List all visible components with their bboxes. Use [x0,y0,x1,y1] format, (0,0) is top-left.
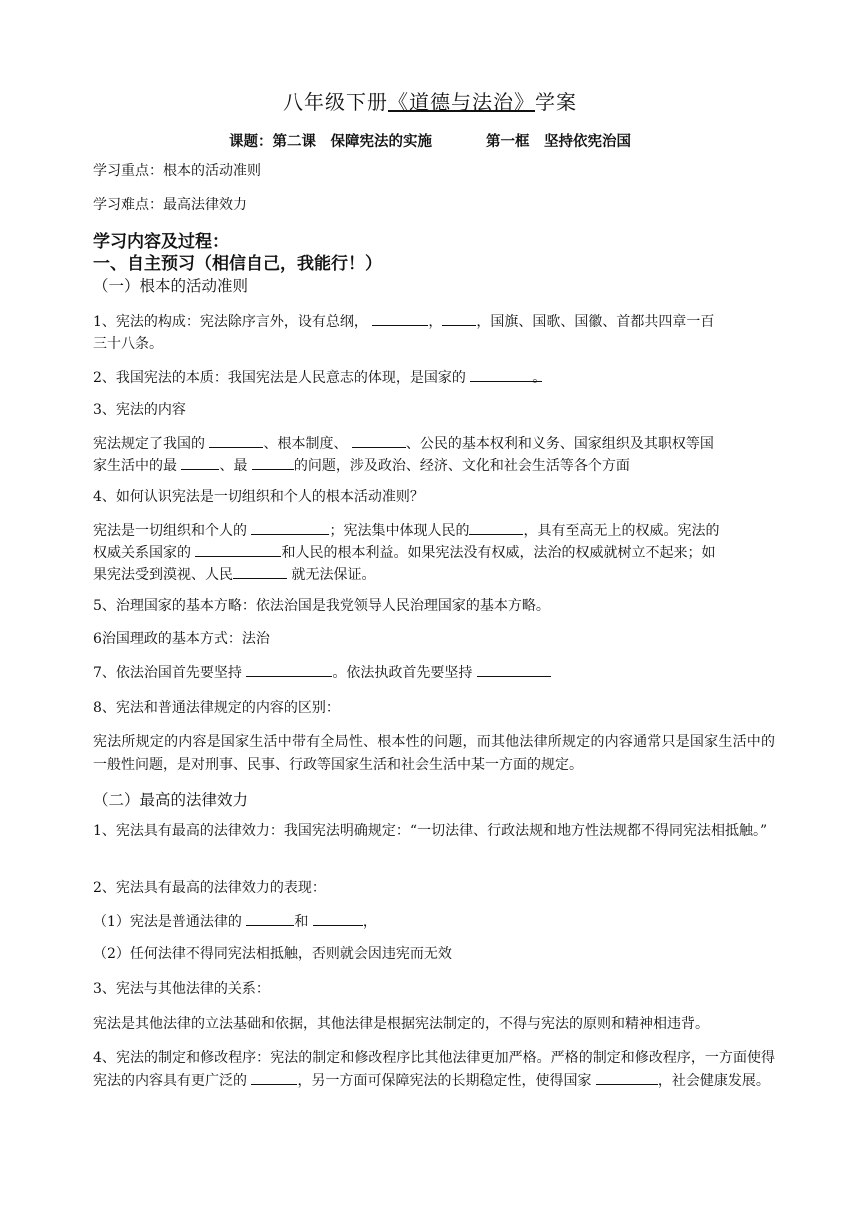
part2-q3: 3、宪法与其他法律的关系： [93,981,270,997]
fill-blank[interactable] [252,455,294,470]
part1-q8-body: 宪法所规定的内容是国家生活中带有全局性、根本性的问题，而其他法律所规定的内容通常只是国家生活中的一般性问题，是对刑事、民事、行政等国家生活和社会生活中某一方面的规定。 [93,734,775,773]
fill-blank[interactable] [246,911,294,926]
part2-q4: 4、宪法的制定和修改程序：宪法的制定和修改程序比其他法律更加严格。严格的制定和修改程序，一方面使得宪法的内容具有更广泛的 ，另一方面可保障宪法的长期稳定性，使得国家 ，社会健康发展。 [93,1050,775,1089]
part1-q1-cont: 三十八条。 [93,336,163,352]
part1-q3: 3、宪法的内容 [93,402,186,418]
part1-q3-body: 宪法规定了我国的 、根本制度、 、公民的基本权利和义务、国家组织及其职权等国 [93,433,773,455]
fill-blank[interactable] [181,455,219,470]
fill-blank[interactable] [372,311,428,326]
fill-blank[interactable] [477,662,551,677]
fill-blank[interactable] [246,662,332,677]
fill-blank[interactable] [442,311,476,326]
section1-heading: 一、自主预习（相信自己，我能行！） [93,254,382,274]
part1-q8: 8、宪法和普通法律规定的内容的区别： [93,700,340,716]
part1-q4-body-cont: 权威关系国家的 和人民的根本利益。如果宪法没有权威，法治的权威就树立不起来；如 [93,542,773,564]
fill-blank[interactable] [596,1070,658,1085]
part2-q2: 2、宪法具有最高的法律效力的表现： [93,880,326,896]
part2-q1: 1、宪法具有最高的法律效力：我国宪法明确规定：“一切法律、行政法规和地方性法规都不得同宪法相抵触。” [93,823,768,839]
fill-blank[interactable] [251,520,329,535]
fill-blank[interactable] [209,433,263,448]
fill-blank[interactable] [195,542,281,557]
part1-q3-body-cont: 家生活中的最 、最 的问题，涉及政治、经济、文化和社会生活等各个方面 [93,455,773,477]
part2-heading: （二）最高的法律效力 [93,791,249,809]
part1-q4-body-cont2: 果宪法受到漠视、人民 就无法保证。 [93,564,773,586]
part2-q2-2: （2）任何法律不得同宪法相抵触，否则就会因违宪而无效 [93,946,452,962]
learning-focus: 学习重点：根本的活动准则 [93,163,261,179]
fill-blank[interactable] [233,564,287,579]
part2-q3-body: 宪法是其他法律的立法基础和依据，其他法律是根据宪法制定的，不得与宪法的原则和精神相违背。 [93,1016,709,1032]
part1-q5: 5、治理国家的基本方略：依法治国是我党领导人民治理国家的基本方略。 [93,598,550,614]
fill-blank[interactable] [251,1070,297,1085]
lesson-subtitle: 课题：第二课 保障宪法的实施 第一框 坚持依宪治国 [229,134,631,150]
part1-heading: （一）根本的活动准则 [93,277,249,295]
part1-q1: 1、宪法的构成：宪法除序言外，设有总纲， ， ，国旗、国歌、国徽、首都共四章一百 [93,311,773,333]
fill-blank[interactable]: 。 [470,367,542,382]
learning-difficulty: 学习难点：最高法律效力 [93,197,247,213]
part2-q2-1: （1）宪法是普通法律的 和 ， [93,911,773,933]
part1-q6: 6治国理政的基本方式：法治 [93,631,270,647]
page-title: 八年级下册《道德与法治》学案 [283,90,577,114]
part1-q4-body: 宪法是一切组织和个人的 ；宪法集中体现人民的 ，具有至高无上的权威。宪法的 [93,520,773,542]
content-heading: 学习内容及过程： [93,232,229,252]
part1-q2: 2、我国宪法的本质：我国宪法是人民意志的体现，是国家的 。 [93,367,773,389]
part1-q7: 7、依法治国首先要坚持 。依法执政首先要坚持 [93,662,773,684]
fill-blank[interactable] [469,520,523,535]
fill-blank[interactable] [352,433,406,448]
fill-blank[interactable] [313,911,363,926]
part1-q4: 4、如何认识宪法是一切组织和个人的根本活动准则？ [93,489,424,505]
